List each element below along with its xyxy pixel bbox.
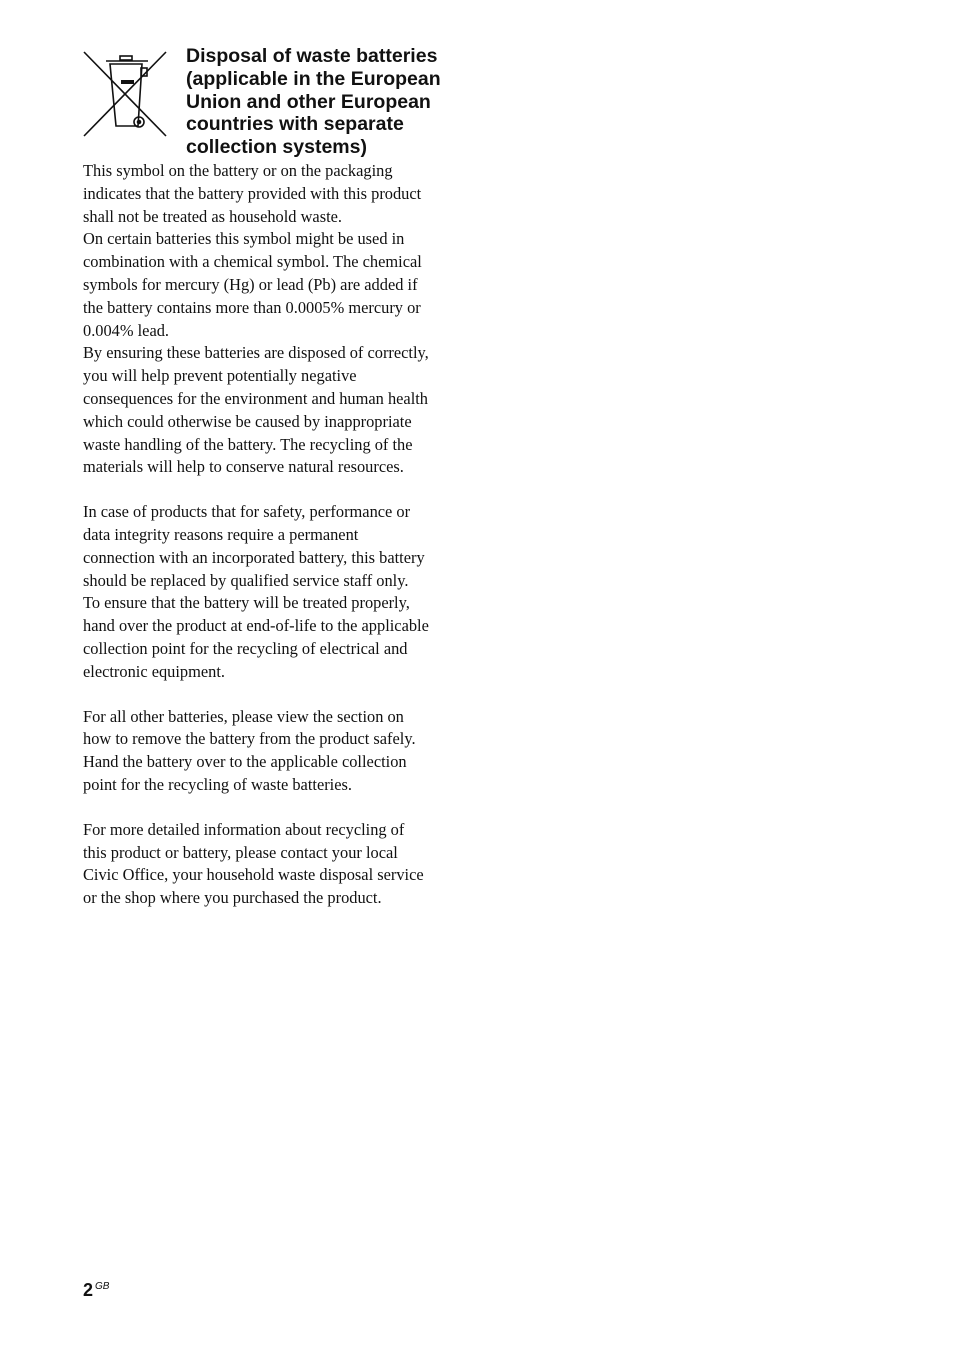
section-heading <box>186 45 476 159</box>
text-line: data integrity reasons require a permanent <box>83 524 359 544</box>
text-line: indicates that the battery provided with this product <box>83 183 422 203</box>
page-number-suffix: GB <box>95 1281 110 1292</box>
text-line: electronic equipment. <box>83 661 225 681</box>
text-line: connection with an incorporated battery, this battery <box>83 547 425 567</box>
heading-line: countries with separate <box>186 113 404 136</box>
text-line: symbols for mercury (Hg) or lead (Pb) are added if <box>83 274 418 294</box>
text-line: should be replaced by qualified service staff only. <box>83 570 409 590</box>
text-line: or the shop where you purchased the product. <box>83 888 382 908</box>
text-line: the battery contains more than 0.0005% mercury or <box>83 297 421 317</box>
text-line: consequences for the environment and human health <box>83 388 428 408</box>
paragraph-symbol-meaning <box>83 160 483 228</box>
text-line: shall not be treated as household waste. <box>83 206 342 226</box>
text-line: hand over the product at end-of-life to the applicable <box>83 616 429 636</box>
text-line: point for the recycling of waste batteries. <box>83 774 352 794</box>
paragraph-spacer <box>83 797 483 819</box>
text-line: For all other batteries, please view the section on <box>83 706 404 726</box>
text-line: On certain batteries this symbol might be used in <box>83 229 405 249</box>
text-line: materials will help to conserve natural resources. <box>83 457 404 477</box>
text-line: This symbol on the battery or on the packaging <box>83 161 393 180</box>
paragraph-more-information <box>83 819 483 910</box>
text-line: you will help prevent potentially negative <box>83 366 357 386</box>
text-line: To ensure that the battery will be treated properly, <box>83 593 410 613</box>
text-line: In case of products that for safety, performance or <box>83 502 411 522</box>
text-line: this product or battery, please contact your local <box>83 842 398 862</box>
text-line: which could otherwise be caused by inappropriate <box>83 411 412 431</box>
body-text <box>83 160 483 910</box>
heading-line: Union and other European <box>186 90 431 113</box>
paragraph-chemical-symbol <box>83 228 483 342</box>
heading-line: Disposal of waste batteries <box>186 45 438 67</box>
page-number-value: 2 <box>83 1280 94 1300</box>
text-line: For more detailed information about recycling of <box>83 819 405 839</box>
text-line: 0.004% lead. <box>83 320 170 340</box>
paragraph-spacer <box>83 479 483 501</box>
text-line: Hand the battery over to the applicable collection <box>83 752 407 772</box>
text-line: combination with a chemical symbol. The chemical <box>83 252 422 272</box>
paragraph-spacer <box>83 684 483 706</box>
heading-line: collection systems) <box>186 136 367 159</box>
heading-line: (applicable in the European <box>186 67 441 90</box>
paragraph-other-batteries <box>83 706 483 797</box>
crossed-out-wheeled-bin-icon <box>82 50 168 138</box>
text-line: waste handling of the battery. The recycling of the <box>83 434 413 454</box>
paragraph-environment <box>83 342 483 479</box>
text-line: how to remove the battery from the product safely. <box>83 729 416 749</box>
page-number <box>83 1280 109 1301</box>
paragraph-incorporated-battery <box>83 501 483 683</box>
text-line: collection point for the recycling of electrical and <box>83 638 408 658</box>
text-line: By ensuring these batteries are disposed of correctly, <box>83 343 429 363</box>
text-line: Civic Office, your household waste disposal service <box>83 865 424 885</box>
